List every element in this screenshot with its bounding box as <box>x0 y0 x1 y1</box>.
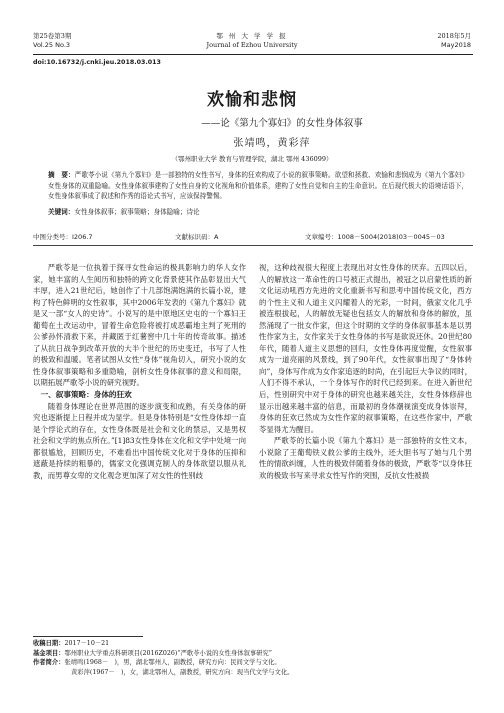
meta-rule <box>33 245 473 246</box>
footnotes <box>33 639 473 677</box>
author-info-1: 作者简介：张靖鸣(1968－ )，男，湖北鄂州人，副教授，研究方向：民间文学与文化。 <box>33 659 281 667</box>
abstract-label: 摘 要： <box>48 171 75 179</box>
keywords <box>48 207 468 218</box>
clc-number: 中图分类号：I206.7 <box>33 233 93 241</box>
journal-info <box>0 32 504 50</box>
journal-en: Journal of Ezhou University <box>206 41 298 49</box>
author-label: 作者简介： <box>33 659 65 667</box>
body-right-column <box>259 262 472 481</box>
abstract <box>48 170 468 202</box>
author-info-2: 黄彩萍(1967－ )，女，湖北鄂州人，副教授，研究方向：现当代文学与文化。 <box>71 668 294 676</box>
body-paragraph: 严歌苓的长篇小说《第九个寡妇》是一部独特的女性文本，小说除了王葡萄铁义救公爹的主线外，还大胆书写了她与几个男性的情欲纠缠，人性的极致伴随着身体的极致，严歌苓“以身体狂欢的极致书写来寻求女性写作的突围，反抗女性被损 <box>259 436 472 480</box>
date-en: May2018 <box>441 41 471 49</box>
volume-en: Vol.25 No.3 <box>33 41 71 49</box>
header-rule <box>33 54 473 55</box>
keywords-text: 女性身体叙事；叙事策略；身体隐喻；诗论 <box>74 208 200 216</box>
date-cn: 2018年5月 <box>437 32 471 40</box>
fund-info: 基金项目：鄂州职业大学重点科研项目(2016Z026)“严歌苓小说的女性身体叙事研究” <box>33 649 272 657</box>
article-subtitle: ——论《第九个寡妇》的女性身体叙事 <box>201 118 363 129</box>
doi: doi:10.16732/j.cnki.jeu.2018.03.013 <box>33 59 161 66</box>
article-title: 欢愉和悲悯 <box>207 90 297 110</box>
footnote-rule <box>33 636 143 637</box>
body-left-column <box>33 262 246 481</box>
journal-cn: 鄂 州 大 学 学 报 <box>216 32 288 40</box>
article-number: 文章编号：1008－5004(2018)03－0045－03 <box>305 233 445 241</box>
abstract-text: 严歌苓小说《第九个寡妇》是一部独特的女性书写，身体的狂欢构成了小说的叙事策略。欲望和拯救、欢愉和悲悯成为《第九个寡妇》女性身体的双重隐喻。女性身体叙事建构了女性自身的文化视角和价值体系，建构了女性自觉和自主的生命意识。在后现代极大的语境话语下，女性身体叙事成了叙述和作秀的语论式书写，应该保持警惕。 <box>48 171 468 200</box>
body-paragraph: 严歌苓是一位执着于探寻女性命运的极具影响力的华人女作家，她丰富的人生阅历和独特的跨文化背景使其作品彰显出大气丰厚，进入21世纪后，她创作了十几部饱满饱满的长篇小说，建构了特色鲜明的女性叙事，其中2006年发表的《第九个寡妇》就是又一部“女人的史诗”。小说写的是中原地区史屯的一个寡妇王葡萄在土改运动中，冒着生命危险将被打成恶霸地主判了死刑的公爹孙怀清救下来，并藏匿于红薯窖中几十年的传奇故事。描述了从抗日战争到改革开放的大半个世纪的历史变迁，书写了人性的极致和温暖。笔者试图从女性“身体”视角切入，研究小说的女性身体叙事策略和多重隐喻，剖析女性身体叙事的意义和局限，以期拓展严歌苓小说的研究视野。 <box>33 263 246 388</box>
issue-date <box>437 32 471 50</box>
article-authors: 张靖鸣，黄彩萍 <box>233 138 311 149</box>
received-date: 收稿日期：2017－10－21 <box>33 640 110 647</box>
article-affiliation: （鄂州职业大学 教育与管理学院，湖北 鄂州 436099） <box>171 155 333 163</box>
document-code: 文献标识码：A <box>175 233 219 241</box>
volume-cn: 第25卷第3期 <box>33 32 72 40</box>
received-label: 收稿日期： <box>33 640 65 647</box>
body-paragraph: 随着身体理论在世界范围的逐步演变和成熟，有关身体的研究也逐渐提上日程并成为显学。但是身体特别是“女性身体却一直是个悖论式的存在，女性身体既是社会和文化的禁忌，又是男权社会和文学的焦点所在。”[1]83女性身体在文化和文学中处境一向都很尴尬，回顾历史，不难看出中国传统文化对于身体的压抑和遮蔽是持续的粗暴的，儒家文化强调克制人的身体欲望以服从礼教，而男尊女卑的文化观念更加深了对女性的性别歧 <box>33 401 246 480</box>
keywords-label: 关键词： <box>48 208 75 216</box>
fund-label: 基金项目： <box>33 649 65 657</box>
section-heading: 一、叙事策略：身体的狂欢 <box>40 390 132 400</box>
body-paragraph: 视，这种歧视很大程度上表现出对女性身体的厌弃。五四以后，人的解放这一革命性的口号被正式提出，被冠之以启蒙性质的新文化运动吼西方先进的文化重新书写和思考中国传统文化，西方的个性主义和人道主义闪耀着人的光彩，一时间，俄家文化几乎被连根拔起，人的解放无疑也包括女人的解放和身体的解放，虽然涌现了一批女作家，但这个时期的文学的身体叙事基本是以男性作家为主，女作家关于女性身体的书写是欲说还休。20世纪80年代，随着人道主义思想的回归，女性身体再度觉醒，女性叙事成为一道亮丽的风景线，到了90年代，女性叙事出现了“身体转向”，身体写作成为女作家追逐的时尚，在引起巨大争议的同时，人们不得不承认，一个身体写作的时代已经到来。在进入新世纪后，性别研究中对于身体的研究也越来越关注，女性身体修辞也显示出越来越丰富的信息，而最初的身体潮视演变成身体崇拜，身体的狂欢已然成为女性作家的叙事策略，在这些作家中，严歌苓显得尤为醒目。 <box>259 263 472 434</box>
